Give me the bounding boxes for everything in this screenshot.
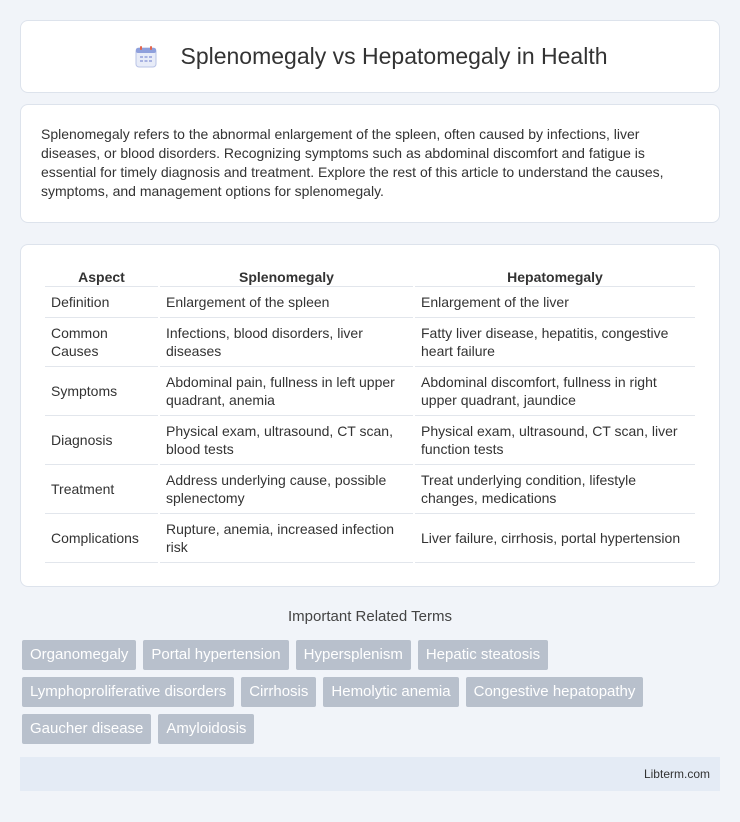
table-cell: Abdominal discomfort, fullness in right upper quadrant, jaundice xyxy=(415,367,695,416)
column-header: Splenomegaly xyxy=(160,265,413,287)
comparison-table-card xyxy=(20,244,720,587)
table-cell: Rupture, anemia, increased infection risk xyxy=(160,514,413,563)
table-header-row xyxy=(45,265,695,287)
intro-card xyxy=(20,104,720,223)
table-cell: Fatty liver disease, hepatitis, congestive heart failure xyxy=(415,318,695,367)
related-term-tag[interactable]: Amyloidosis xyxy=(158,714,254,744)
table-cell: Enlargement of the spleen xyxy=(160,287,413,318)
comparison-table xyxy=(43,265,697,563)
calendar-icon xyxy=(132,43,160,71)
table-row xyxy=(45,416,695,465)
table-cell: Definition xyxy=(45,287,158,318)
table-cell: Abdominal pain, fullness in left upper quadrant, anemia xyxy=(160,367,413,416)
footer-brand-link[interactable]: Libterm.com xyxy=(643,767,710,781)
table-row xyxy=(45,318,695,367)
related-term-tag[interactable]: Congestive hepatopathy xyxy=(466,677,644,707)
table-cell: Common Causes xyxy=(45,318,158,367)
related-term-tag[interactable]: Organomegaly xyxy=(22,640,136,670)
related-terms-title: Important Related Terms xyxy=(288,608,452,625)
table-row xyxy=(45,367,695,416)
table-cell: Infections, blood disorders, liver diseases xyxy=(160,318,413,367)
column-header: Aspect xyxy=(45,265,158,287)
related-term-tag[interactable]: Lymphoproliferative disorders xyxy=(22,677,234,707)
related-term-tag[interactable]: Gaucher disease xyxy=(22,714,151,744)
related-terms-list xyxy=(22,640,722,744)
table-cell: Physical exam, ultrasound, CT scan, blood tests xyxy=(160,416,413,465)
intro-text: Splenomegaly refers to the abnormal enlargement of the spleen, often caused by infections, liver diseases, or blood disorders. Recognizing symptoms such as abdominal discomfort and fatigue is essential for timely diagnosis and treatment. Explore the rest of this article to understand the causes, symptoms, and management options for splenomegaly. xyxy=(41,126,664,199)
page-title: Splenomegaly vs Hepatomegaly in Health xyxy=(180,43,608,69)
related-term-tag[interactable]: Hepatic steatosis xyxy=(418,640,548,670)
table-cell: Treatment xyxy=(45,465,158,514)
related-term-tag[interactable]: Hemolytic anemia xyxy=(323,677,458,707)
related-term-tag[interactable]: Hypersplenism xyxy=(296,640,411,670)
table-row xyxy=(45,514,695,563)
table-cell: Symptoms xyxy=(45,367,158,416)
table-row xyxy=(45,287,695,318)
table-cell: Diagnosis xyxy=(45,416,158,465)
header-card xyxy=(20,20,720,93)
table-row xyxy=(45,465,695,514)
footer xyxy=(20,757,720,791)
table-cell: Treat underlying condition, lifestyle changes, medications xyxy=(415,465,695,514)
related-term-tag[interactable]: Cirrhosis xyxy=(241,677,316,707)
table-cell: Liver failure, cirrhosis, portal hypertension xyxy=(415,514,695,563)
table-cell: Complications xyxy=(45,514,158,563)
column-header: Hepatomegaly xyxy=(415,265,695,287)
table-cell: Physical exam, ultrasound, CT scan, liver function tests xyxy=(415,416,695,465)
related-term-tag[interactable]: Portal hypertension xyxy=(143,640,288,670)
table-cell: Address underlying cause, possible splenectomy xyxy=(160,465,413,514)
table-cell: Enlargement of the liver xyxy=(415,287,695,318)
